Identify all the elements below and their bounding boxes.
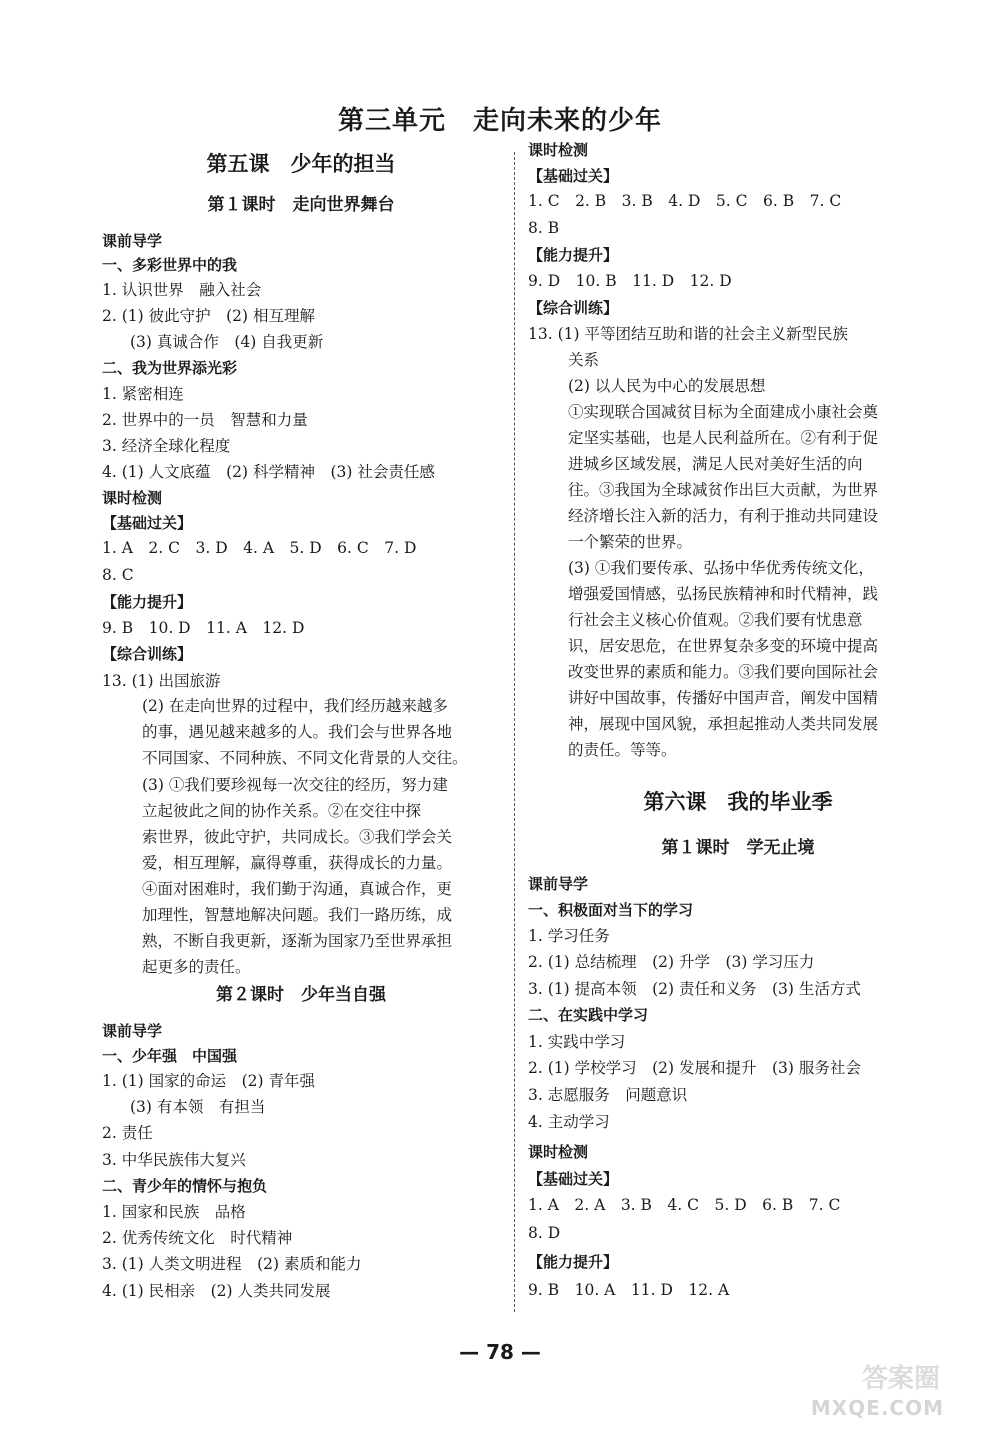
left-section-heading: 课前导学 — [102, 232, 163, 250]
right-answer-line: (3) ①我们要传承、弘扬中华优秀传统文化， — [568, 559, 874, 577]
right-section-heading: 【能力提升】 — [528, 1253, 619, 1271]
right-section-heading: 一、积极面对当下的学习 — [528, 901, 694, 919]
left-section-heading: 二、我为世界添光彩 — [102, 359, 238, 377]
right-answer-line: (2) 以人民为中心的发展思想 — [568, 377, 766, 395]
left-answer-line: 熟，不断自我更新，逐渐为国家乃至世界承担 — [142, 932, 453, 950]
left-section-heading: 二、青少年的情怀与抱负 — [102, 1177, 268, 1195]
right-section-heading: 【基础过关】 — [528, 167, 619, 185]
left-answer-line: 3. (1) 人类文明进程 (2) 素质和能力 — [102, 1255, 362, 1273]
page-number: — 78 — — [459, 1340, 541, 1364]
right-answer-line: 1. 学习任务 — [528, 927, 610, 945]
right-answer-line: 讲好中国故事，传播好中国声音，阐发中国精 — [568, 689, 879, 707]
right-section-heading: 【综合训练】 — [528, 299, 619, 317]
right-answer-line: 增强爱国情感，弘扬民族精神和时代精神，践 — [568, 585, 879, 603]
left-answer-line: 13. (1) 出国旅游 — [102, 672, 221, 690]
unit-title: 第三单元 走向未来的少年 — [337, 106, 662, 136]
right-section-heading: 二、在实践中学习 — [528, 1006, 649, 1024]
right-answer-line: 的责任。等等。 — [568, 741, 677, 759]
right-answer-line: 1. 实践中学习 — [528, 1033, 626, 1051]
left-answer-line: (3) 有本领 有担当 — [130, 1098, 266, 1116]
left-answer-line: (2) 在走向世界的过程中，我们经历越来越多 — [142, 697, 448, 715]
right-answer-line: 3. 志愿服务 问题意识 — [528, 1086, 688, 1104]
right-answer-line: 13. (1) 平等团结互助和谐的社会主义新型民族 — [528, 325, 848, 343]
right-answer-line: 关系 — [568, 351, 600, 369]
left-answer-line: 的事，遇见越来越多的人。我们会与世界各地 — [142, 723, 453, 741]
right-answer-line: 行社会主义核心价值观。②我们要有忧患意 — [568, 611, 863, 629]
left-answer-line: 爱，相互理解，赢得尊重，获得成长的力量。 — [142, 854, 453, 872]
column-divider — [514, 152, 515, 1312]
right-answer-line: ①实现联合国减贫目标为全面建成小康社会奠 — [568, 403, 879, 421]
left-section-heading: 课前导学 — [102, 1022, 163, 1040]
right-section-heading: 课时检测 — [528, 1143, 589, 1161]
left-answer-line: 3. 中华民族伟大复兴 — [102, 1151, 246, 1169]
left-answer-line: 起更多的责任。 — [142, 958, 251, 976]
left-section-heading: 一、多彩世界中的我 — [102, 256, 238, 274]
left-answer-line: 2. (1) 彼此守护 (2) 相互理解 — [102, 307, 315, 325]
left-answer-line: 4. (1) 人文底蕴 (2) 科学精神 (3) 社会责任感 — [102, 463, 435, 481]
right-section-heading: 课时检测 — [528, 141, 589, 159]
left-section-heading: 【综合训练】 — [102, 645, 193, 663]
left-answer-line: 9. B 10. D 11. A 12. D — [102, 619, 305, 637]
right-section-heading: 课前导学 — [528, 875, 589, 893]
right-period-heading: 第１课时 学无止境 — [661, 838, 815, 858]
right-answer-line: 经济增长注入新的活力，有利于推动共同建设 — [568, 507, 879, 525]
left-section-heading: 【基础过关】 — [102, 514, 193, 532]
right-section-heading: 【基础过关】 — [528, 1170, 619, 1188]
right-answer-line: 3. (1) 提高本领 (2) 责任和义务 (3) 生活方式 — [528, 980, 861, 998]
right-answer-line: 一个繁荣的世界。 — [568, 533, 693, 551]
left-section-heading: 一、少年强 中国强 — [102, 1047, 238, 1065]
watermark-logo — [794, 1358, 944, 1420]
left-period-heading: 第２课时 少年当自强 — [216, 985, 386, 1005]
left-answer-line: 8. C — [102, 566, 134, 584]
right-lesson-heading: 第六课 我的毕业季 — [643, 790, 833, 814]
right-answer-line: 改变世界的素质和能力。③我们要向国际社会 — [568, 663, 879, 681]
right-answer-line: 8. B — [528, 219, 560, 237]
left-answer-line: 4. (1) 民相亲 (2) 人类共同发展 — [102, 1282, 331, 1300]
right-answer-line: 4. 主动学习 — [528, 1113, 610, 1131]
watermark-site: MXQE.COM — [810, 1396, 944, 1420]
right-answer-line: 9. D 10. B 11. D 12. D — [528, 272, 732, 290]
left-answer-line: (3) ①我们要珍视每一次交往的经历，努力建 — [142, 776, 448, 794]
left-answer-line: 1. 紧密相连 — [102, 385, 184, 403]
right-answer-line: 1. C 2. B 3. B 4. D 5. C 6. B 7. C — [528, 192, 842, 210]
left-answer-line: 不同国家、不同种族、不同文化背景的人交往。 — [142, 749, 468, 767]
right-answer-line: 9. B 10. A 11. D 12. A — [528, 1281, 730, 1299]
left-answer-line: 加理性，智慧地解决问题。我们一路历练，成 — [142, 906, 453, 924]
left-answer-line: 2. 世界中的一员 智慧和力量 — [102, 411, 308, 429]
left-answer-line: 3. 经济全球化程度 — [102, 437, 231, 455]
left-answer-line: 2. 优秀传统文化 时代精神 — [102, 1229, 293, 1247]
right-answer-line: 2. (1) 学校学习 (2) 发展和提升 (3) 服务社会 — [528, 1059, 861, 1077]
left-answer-line: ④面对困难时，我们勤于沟通，真诚合作，更 — [142, 880, 453, 898]
right-section-heading: 【能力提升】 — [528, 246, 619, 264]
right-answer-line: 神，展现中国风貌，承担起推动人类共同发展 — [568, 715, 879, 733]
left-period-heading: 第１课时 走向世界舞台 — [207, 195, 395, 215]
left-section-heading: 【能力提升】 — [102, 593, 193, 611]
watermark-title: 答案圈 — [861, 1364, 940, 1394]
left-answer-line: 1. A 2. C 3. D 4. A 5. D 6. C 7. D — [102, 539, 417, 557]
left-answer-line: 2. 责任 — [102, 1124, 153, 1142]
right-answer-line: 定坚实基础，也是人民利益所在。②有利于促 — [568, 429, 879, 447]
left-section-heading: 课时检测 — [102, 489, 163, 507]
right-answer-line: 识，居安思危，在世界复杂多变的环境中提高 — [568, 637, 879, 655]
right-answer-line: 2. (1) 总结梳理 (2) 升学 (3) 学习压力 — [528, 953, 815, 971]
right-answer-line: 往。③我国为全球减贫作出巨大贡献，为世界 — [568, 481, 879, 499]
right-answer-line: 1. A 2. A 3. B 4. C 5. D 6. B 7. C — [528, 1196, 841, 1214]
left-lesson-heading: 第五课 少年的担当 — [206, 152, 396, 176]
left-answer-line: 1. (1) 国家的命运 (2) 青年强 — [102, 1072, 315, 1090]
left-answer-line: 1. 国家和民族 品格 — [102, 1203, 246, 1221]
left-answer-line: 索世界，彼此守护，共同成长。③我们学会关 — [142, 828, 453, 846]
left-answer-line: 1. 认识世界 融入社会 — [102, 281, 262, 299]
left-answer-line: 立起彼此之间的协作关系。②在交往中探 — [142, 802, 422, 820]
right-answer-line: 进城乡区域发展，满足人民对美好生活的向 — [568, 455, 863, 473]
left-answer-line: (3) 真诚合作 (4) 自我更新 — [130, 333, 324, 351]
right-answer-line: 8. D — [528, 1224, 561, 1242]
